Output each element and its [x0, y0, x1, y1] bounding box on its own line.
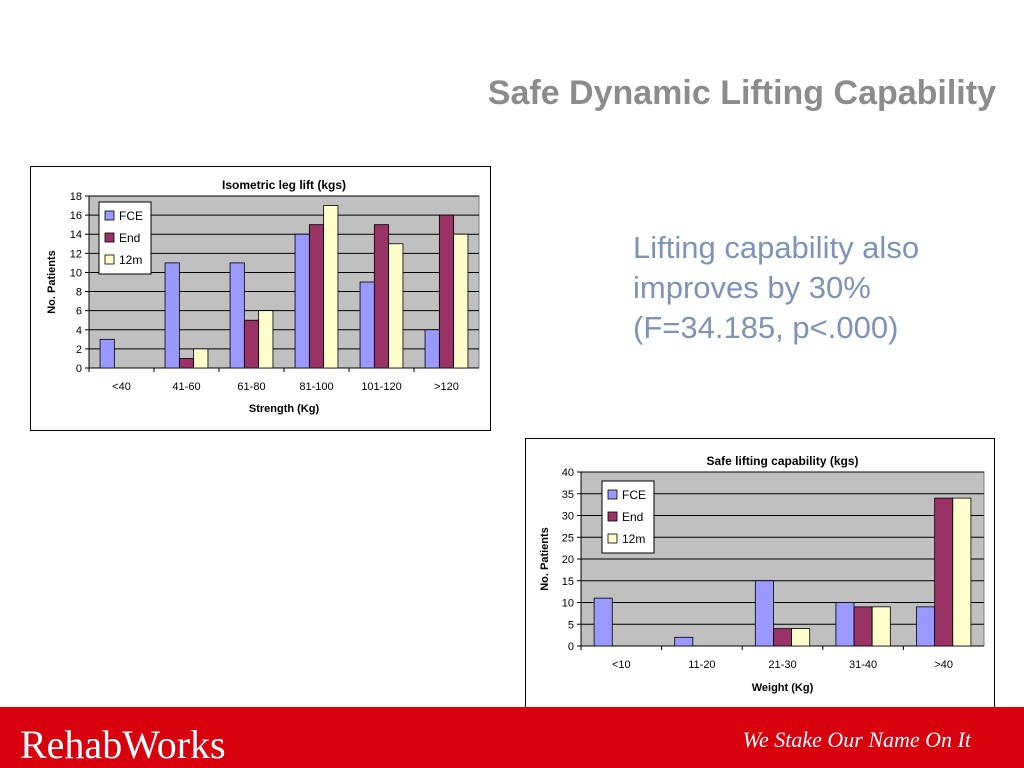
chart2-bar-fce	[755, 581, 773, 646]
chart2-y-tick-label: 0	[567, 641, 574, 653]
chart2-x-tick-label: 31-40	[849, 659, 878, 671]
chart1-y-tick-label: 12	[69, 248, 82, 261]
chart2-bar-fce	[675, 637, 693, 646]
chart2-y-tick-label: 20	[561, 554, 574, 566]
isometric-leg-lift-chart-svg	[31, 167, 490, 430]
chart1-legend-swatch-12m	[105, 255, 114, 264]
chart1-y-axis-label: No. Patients	[46, 250, 58, 314]
chart1-legend-swatch-fce	[105, 211, 114, 220]
chart2-x-tick-label: 11-20	[688, 659, 716, 671]
chart2-x-tick-label: >40	[934, 659, 954, 671]
chart2-y-tick-label: 35	[561, 488, 574, 501]
chart1-x-tick-label: >120	[434, 381, 459, 393]
chart2-x-tick-label: 21-30	[768, 659, 797, 671]
chart1-bar-fce	[425, 330, 439, 368]
chart2-y-tick-label: 25	[561, 532, 574, 545]
chart2-bar-12m	[872, 607, 890, 646]
chart2-x-tick-label: <10	[611, 659, 631, 671]
chart2-y-tick-label: 40	[561, 467, 574, 479]
body-text: Lifting capability also improves by 30%(F=34.185, p<.000)	[633, 230, 920, 345]
chart1-x-tick-label: 81-100	[299, 381, 334, 393]
chart2-legend-label-fce: FCE	[622, 488, 646, 502]
chart1-x-axis-label: Strength (Kg)	[248, 403, 320, 415]
chart2-legend-swatch-end	[608, 512, 617, 521]
chart2-x-axis-label: Weight (Kg)	[751, 682, 814, 694]
chart1-bar-end	[309, 225, 323, 368]
chart1-bar-fce	[360, 282, 374, 368]
tagline: We Stake Our Name On It	[742, 727, 971, 752]
chart1-bar-12m	[259, 311, 273, 368]
footer-bar	[0, 707, 1024, 768]
chart1-title: Isometric leg lift (kgs)	[221, 178, 347, 192]
chart1-y-tick-label: 0	[75, 363, 82, 375]
chart2-bar-fce	[836, 603, 854, 647]
chart1-y-tick-label: 10	[69, 267, 82, 280]
chart1-bar-fce	[295, 234, 309, 368]
isometric-leg-lift-chart	[30, 166, 491, 431]
safe-lifting-capability-chart	[525, 438, 995, 709]
chart1-y-tick-label: 14	[69, 229, 82, 242]
chart2-legend-label-12m: 12m	[622, 532, 646, 546]
chart2-y-tick-label: 5	[567, 619, 574, 632]
chart1-legend-swatch-end	[105, 233, 114, 242]
chart2-bar-fce	[594, 598, 612, 646]
chart1-bar-end	[374, 225, 388, 368]
chart2-y-axis-label: No. Patients	[539, 527, 551, 591]
chart1-x-tick-label: <40	[112, 381, 131, 393]
chart1-y-tick-label: 8	[75, 286, 82, 299]
chart2-legend-swatch-12m	[608, 534, 617, 543]
chart1-bar-12m	[324, 206, 338, 368]
chart2-bar-fce	[916, 607, 934, 646]
chart1-y-tick-label: 16	[69, 210, 82, 223]
chart1-bar-end	[439, 215, 453, 368]
chart2-y-tick-label: 15	[561, 575, 574, 588]
chart1-x-tick-label: 101-120	[361, 381, 402, 393]
safe-lifting-capability-chart-svg	[526, 439, 994, 708]
chart1-x-tick-label: 61-80	[237, 381, 266, 393]
chart1-bar-end	[179, 358, 193, 368]
chart1-bar-12m	[194, 349, 208, 368]
chart2-y-tick-label: 30	[561, 510, 574, 523]
chart1-y-tick-label: 6	[75, 305, 82, 318]
chart1-bar-end	[244, 320, 258, 368]
chart2-bar-end	[773, 629, 791, 646]
chart2-legend-swatch-fce	[608, 490, 617, 499]
chart1-y-tick-label: 18	[69, 191, 82, 203]
chart1-y-tick-label: 2	[75, 343, 82, 356]
chart1-legend-label-fce: FCE	[119, 209, 143, 223]
chart2-bar-12m	[953, 498, 971, 646]
chart2-bar-end	[854, 607, 872, 646]
chart1-bar-12m	[389, 244, 403, 368]
chart2-y-tick-label: 10	[561, 597, 574, 610]
chart1-x-tick-label: 41-60	[172, 381, 201, 393]
chart1-legend-label-end: End	[119, 231, 141, 245]
chart2-title: Safe lifting capability (kgs)	[706, 454, 859, 468]
chart1-bar-fce	[165, 263, 179, 368]
slide-title: Safe Dynamic Lifting Capability	[487, 74, 996, 112]
brand-name: RehabWorks	[20, 722, 226, 767]
chart1-legend-label-12m: 12m	[119, 253, 143, 267]
chart1-y-tick-label: 4	[75, 324, 82, 337]
chart1-bar-12m	[454, 234, 468, 368]
chart2-bar-end	[935, 498, 953, 646]
chart2-legend-label-end: End	[622, 510, 644, 524]
chart1-bar-fce	[100, 339, 114, 368]
chart2-bar-12m	[792, 629, 810, 646]
chart1-bar-fce	[230, 263, 244, 368]
